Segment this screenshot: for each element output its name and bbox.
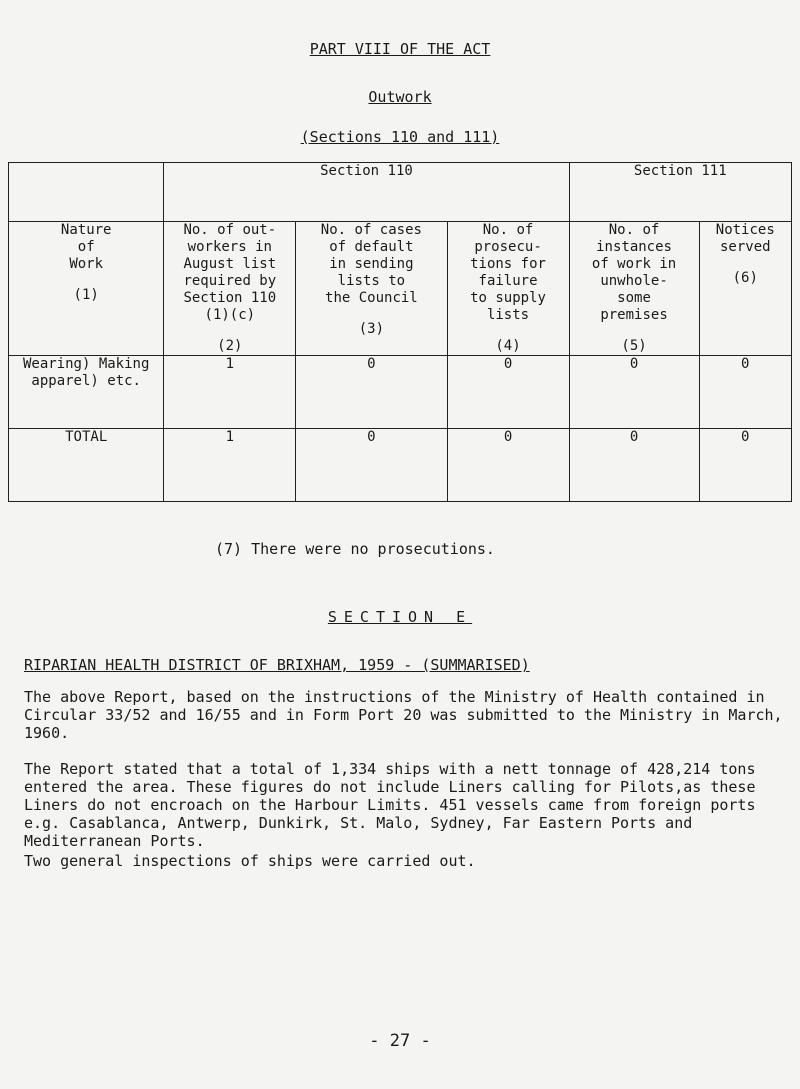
column-header-label: No. of prosecu- tions for failure to supply lists bbox=[470, 222, 546, 323]
column-header bbox=[296, 222, 447, 356]
column-header-label: Notices served bbox=[715, 222, 775, 255]
column-header bbox=[447, 222, 569, 356]
column-number: (5) bbox=[621, 338, 647, 354]
sections-reference: (Sections 110 and 111) bbox=[300, 128, 500, 146]
column-header bbox=[9, 222, 164, 356]
column-header-label: No. of instances of work in unwhole- some premises bbox=[591, 222, 677, 323]
table-cell: 0 bbox=[447, 429, 569, 502]
district-heading: RIPARIAN HEALTH DISTRICT OF BRIXHAM, 1959 - (SUMMARISED) bbox=[24, 656, 530, 674]
report-paragraph: Two general inspections of ships were carried out. bbox=[24, 852, 476, 870]
column-number: (4) bbox=[495, 338, 521, 354]
table-cell: 0 bbox=[569, 356, 699, 429]
column-header bbox=[164, 222, 296, 356]
column-number: (1) bbox=[73, 287, 99, 303]
outwork-subtitle: Outwork bbox=[368, 88, 432, 106]
table-cell: 0 bbox=[447, 356, 569, 429]
column-header bbox=[569, 222, 699, 356]
table-column-header-row bbox=[9, 222, 792, 356]
column-header-label: No. of out- workers in August list required by Section 110 (1)(c) bbox=[183, 222, 277, 323]
column-header-label: Nature of Work bbox=[60, 222, 112, 272]
report-paragraph: The above Report, based on the instructions of the Ministry of Health contained in Circular 33/52 and 16/55 and in Form Port 20 was submitted to the Ministry in March, 1960. bbox=[24, 688, 783, 742]
page-number: - 27 - bbox=[369, 1031, 431, 1051]
total-label-cell: TOTAL bbox=[9, 429, 164, 502]
nature-of-work-text: Wearing) Making apparel) etc. bbox=[22, 356, 150, 389]
table-cell: 0 bbox=[569, 429, 699, 502]
report-paragraph: The Report stated that a total of 1,334 ships with a nett tonnage of 428,214 tons entered the area. These figures do not include Liners calling for Pilots,as these Liners do not encroach on the Harbour Limits. 451 vessels came from foreign ports e.g. Casablanca, Antwerp, Dunkirk, St. Malo, Sydney, Far Eastern Ports and Mediterranean Ports. bbox=[24, 760, 756, 850]
table-row-total bbox=[9, 429, 792, 502]
table-row bbox=[9, 356, 792, 429]
table-cell: 0 bbox=[296, 356, 447, 429]
outwork-table bbox=[8, 162, 792, 502]
part-heading: PART VIII OF THE ACT bbox=[309, 40, 491, 58]
table-cell: 0 bbox=[296, 429, 447, 502]
empty-header-cell bbox=[9, 163, 164, 222]
column-header-label: No. of cases of default in sending lists to the Council bbox=[320, 222, 422, 306]
table-cell: 0 bbox=[699, 356, 791, 429]
nature-of-work-cell bbox=[9, 356, 164, 429]
group-header-section-110: Section 110 bbox=[164, 163, 569, 222]
table-cell: 0 bbox=[699, 429, 791, 502]
table-cell: 1 bbox=[164, 429, 296, 502]
table-group-header-row bbox=[9, 163, 792, 222]
column-header bbox=[699, 222, 791, 356]
table-cell: 1 bbox=[164, 356, 296, 429]
section-e-heading: SECTION E bbox=[327, 608, 473, 626]
footnote: (7) There were no prosecutions. bbox=[215, 540, 495, 558]
column-number: (3) bbox=[358, 321, 385, 337]
column-number: (2) bbox=[217, 338, 243, 354]
column-number: (6) bbox=[732, 270, 758, 286]
group-header-section-111: Section 111 bbox=[569, 163, 791, 222]
